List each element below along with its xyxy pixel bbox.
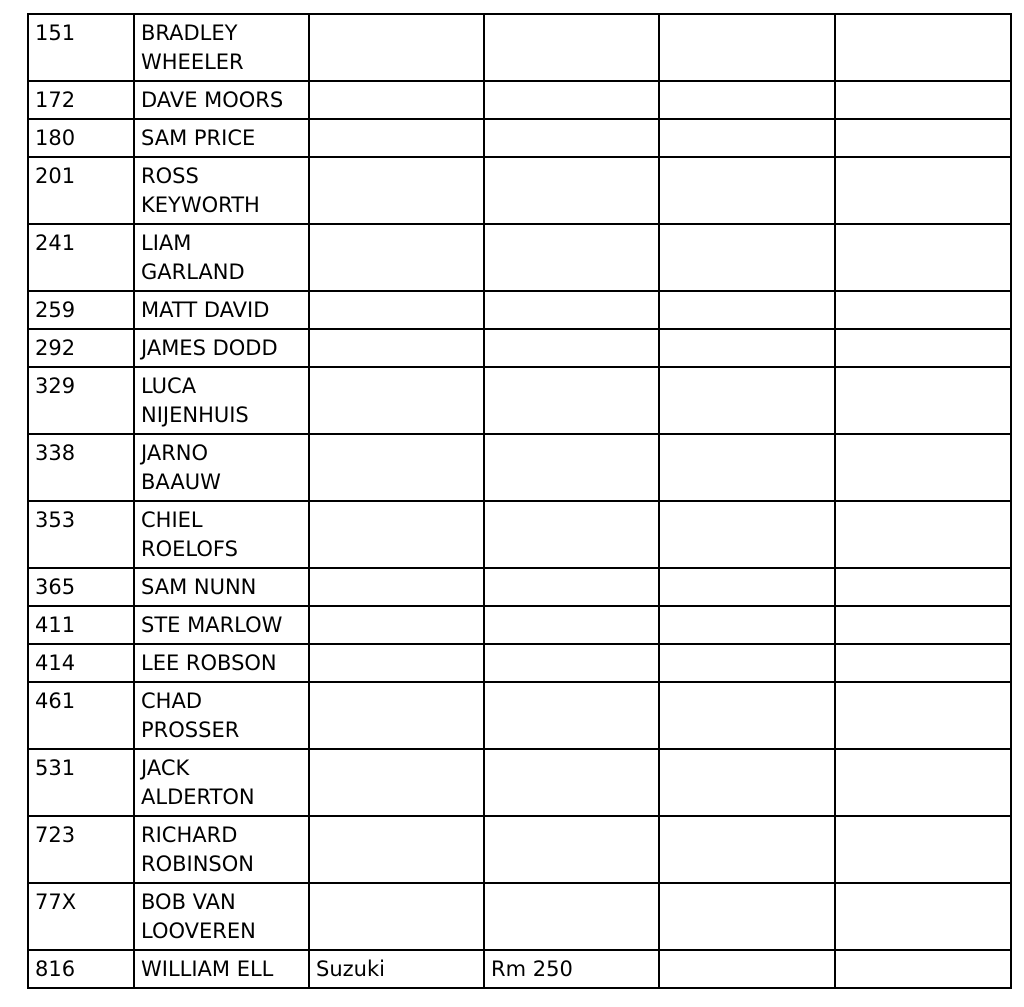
class-cell bbox=[484, 81, 659, 119]
blank-cell bbox=[659, 682, 835, 749]
rider-number-cell bbox=[28, 568, 134, 606]
machine-cell bbox=[309, 606, 484, 644]
class-cell bbox=[484, 606, 659, 644]
rider-name-cell-text: DAVE MOORS bbox=[141, 88, 284, 112]
rider-name-cell bbox=[134, 81, 309, 119]
rider-name-cell bbox=[134, 291, 309, 329]
class-cell bbox=[484, 950, 659, 988]
rider-name-cell bbox=[134, 883, 309, 950]
machine-cell bbox=[309, 119, 484, 157]
blank-cell bbox=[659, 606, 835, 644]
blank-cell bbox=[835, 367, 1011, 434]
rider-name-cell bbox=[134, 157, 309, 224]
rider-name-cell-text: SAM PRICE bbox=[141, 126, 256, 150]
rider-number-cell bbox=[28, 606, 134, 644]
machine-cell bbox=[309, 644, 484, 682]
blank-cell bbox=[659, 950, 835, 988]
table-row bbox=[28, 224, 1011, 291]
blank-cell bbox=[835, 749, 1011, 816]
class-cell bbox=[484, 568, 659, 606]
table-row bbox=[28, 568, 1011, 606]
table-row bbox=[28, 291, 1011, 329]
rider-number-cell bbox=[28, 434, 134, 501]
rider-name-cell-text: LIAM GARLAND bbox=[141, 231, 245, 284]
rider-number-cell-text: 365 bbox=[35, 575, 76, 599]
class-cell bbox=[484, 367, 659, 434]
blank-cell bbox=[835, 81, 1011, 119]
rider-name-cell-text: LEE ROBSON bbox=[141, 651, 277, 675]
blank-cell bbox=[659, 883, 835, 950]
rider-number-cell bbox=[28, 644, 134, 682]
rider-number-cell-text: 180 bbox=[35, 126, 76, 150]
machine-cell bbox=[309, 950, 484, 988]
rider-name-cell-text: RICHARD ROBINSON bbox=[141, 823, 254, 876]
rider-number-cell bbox=[28, 883, 134, 950]
rider-number-cell-text: 461 bbox=[35, 689, 76, 713]
blank-cell bbox=[659, 816, 835, 883]
blank-cell bbox=[659, 749, 835, 816]
rider-number-cell bbox=[28, 501, 134, 568]
rider-number-cell bbox=[28, 682, 134, 749]
rider-name-cell bbox=[134, 644, 309, 682]
blank-cell bbox=[835, 329, 1011, 367]
rider-number-cell-text: 151 bbox=[35, 21, 76, 45]
blank-cell bbox=[659, 81, 835, 119]
table-row bbox=[28, 367, 1011, 434]
table-row bbox=[28, 606, 1011, 644]
blank-cell bbox=[835, 883, 1011, 950]
machine-cell bbox=[309, 367, 484, 434]
rider-number-cell bbox=[28, 329, 134, 367]
blank-cell bbox=[835, 950, 1011, 988]
blank-cell bbox=[835, 434, 1011, 501]
rider-number-cell-text: 723 bbox=[35, 823, 76, 847]
machine-cell bbox=[309, 816, 484, 883]
rider-name-cell bbox=[134, 501, 309, 568]
rider-number-cell bbox=[28, 749, 134, 816]
rider-name-cell-text: STE MARLOW bbox=[141, 613, 283, 637]
rider-name-cell-text: ROSS KEYWORTH bbox=[141, 164, 260, 217]
blank-cell bbox=[659, 434, 835, 501]
class-cell bbox=[484, 224, 659, 291]
blank-cell bbox=[835, 224, 1011, 291]
rider-name-cell bbox=[134, 434, 309, 501]
blank-cell bbox=[835, 816, 1011, 883]
rider-name-cell bbox=[134, 329, 309, 367]
rider-name-cell bbox=[134, 14, 309, 81]
rider-name-cell-text: BRADLEY WHEELER bbox=[141, 21, 244, 74]
blank-cell bbox=[835, 501, 1011, 568]
table-row bbox=[28, 434, 1011, 501]
table-row bbox=[28, 682, 1011, 749]
table-row bbox=[28, 816, 1011, 883]
machine-cell bbox=[309, 329, 484, 367]
blank-cell bbox=[835, 119, 1011, 157]
table-row bbox=[28, 501, 1011, 568]
class-cell-text: Rm 250 bbox=[491, 957, 573, 981]
blank-cell bbox=[659, 157, 835, 224]
rider-name-cell-text: JACK ALDERTON bbox=[141, 756, 255, 809]
machine-cell bbox=[309, 14, 484, 81]
machine-cell bbox=[309, 568, 484, 606]
rider-name-cell-text: JAMES DODD bbox=[141, 336, 278, 360]
rider-name-cell bbox=[134, 816, 309, 883]
blank-cell bbox=[835, 157, 1011, 224]
rider-name-cell bbox=[134, 367, 309, 434]
class-cell bbox=[484, 883, 659, 950]
rider-number-cell bbox=[28, 224, 134, 291]
class-cell bbox=[484, 501, 659, 568]
rider-number-cell-text: 531 bbox=[35, 756, 76, 780]
machine-cell bbox=[309, 291, 484, 329]
table-row bbox=[28, 329, 1011, 367]
blank-cell bbox=[835, 568, 1011, 606]
blank-cell bbox=[659, 367, 835, 434]
machine-cell bbox=[309, 434, 484, 501]
rider-name-cell-text: CHAD PROSSER bbox=[141, 689, 240, 742]
rider-number-cell bbox=[28, 816, 134, 883]
rider-name-cell-text: CHIEL ROELOFS bbox=[141, 508, 238, 561]
blank-cell bbox=[659, 501, 835, 568]
rider-number-cell bbox=[28, 119, 134, 157]
blank-cell bbox=[835, 291, 1011, 329]
rider-name-cell-text: MATT DAVID bbox=[141, 298, 270, 322]
rider-number-cell-text: 292 bbox=[35, 336, 76, 360]
class-cell bbox=[484, 329, 659, 367]
class-cell bbox=[484, 119, 659, 157]
rider-number-cell-text: 411 bbox=[35, 613, 76, 637]
entry-list-table bbox=[27, 13, 1012, 989]
rider-number-cell-text: 241 bbox=[35, 231, 76, 255]
rider-name-cell bbox=[134, 568, 309, 606]
rider-name-cell-text: SAM NUNN bbox=[141, 575, 257, 599]
rider-number-cell-text: 77X bbox=[35, 890, 77, 914]
class-cell bbox=[484, 434, 659, 501]
rider-number-cell bbox=[28, 14, 134, 81]
machine-cell bbox=[309, 883, 484, 950]
table-row bbox=[28, 749, 1011, 816]
blank-cell bbox=[659, 568, 835, 606]
rider-number-cell-text: 201 bbox=[35, 164, 76, 188]
rider-number-cell-text: 338 bbox=[35, 441, 76, 465]
machine-cell-text: Suzuki bbox=[316, 957, 385, 981]
rider-number-cell-text: 816 bbox=[35, 957, 76, 981]
table-row bbox=[28, 119, 1011, 157]
table-row bbox=[28, 157, 1011, 224]
rider-name-cell-text: LUCA NIJENHUIS bbox=[141, 374, 249, 427]
class-cell bbox=[484, 749, 659, 816]
blank-cell bbox=[659, 14, 835, 81]
class-cell bbox=[484, 291, 659, 329]
blank-cell bbox=[659, 291, 835, 329]
rider-number-cell-text: 353 bbox=[35, 508, 76, 532]
rider-number-cell bbox=[28, 367, 134, 434]
machine-cell bbox=[309, 682, 484, 749]
rider-number-cell bbox=[28, 81, 134, 119]
rider-name-cell bbox=[134, 224, 309, 291]
blank-cell bbox=[659, 224, 835, 291]
class-cell bbox=[484, 816, 659, 883]
table-row bbox=[28, 950, 1011, 988]
machine-cell bbox=[309, 224, 484, 291]
rider-number-cell-text: 414 bbox=[35, 651, 76, 675]
rider-number-cell-text: 329 bbox=[35, 374, 76, 398]
class-cell bbox=[484, 682, 659, 749]
rider-number-cell bbox=[28, 950, 134, 988]
machine-cell bbox=[309, 749, 484, 816]
class-cell bbox=[484, 14, 659, 81]
blank-cell bbox=[659, 329, 835, 367]
rider-name-cell bbox=[134, 119, 309, 157]
class-cell bbox=[484, 157, 659, 224]
blank-cell bbox=[659, 119, 835, 157]
machine-cell bbox=[309, 501, 484, 568]
table-row bbox=[28, 644, 1011, 682]
table-row bbox=[28, 883, 1011, 950]
blank-cell bbox=[835, 644, 1011, 682]
table-row bbox=[28, 14, 1011, 81]
rider-number-cell bbox=[28, 157, 134, 224]
rider-name-cell bbox=[134, 749, 309, 816]
blank-cell bbox=[835, 606, 1011, 644]
rider-name-cell-text: BOB VAN LOOVEREN bbox=[141, 890, 256, 943]
table-row bbox=[28, 81, 1011, 119]
machine-cell bbox=[309, 81, 484, 119]
rider-name-cell bbox=[134, 606, 309, 644]
rider-number-cell-text: 259 bbox=[35, 298, 76, 322]
rider-name-cell bbox=[134, 682, 309, 749]
blank-cell bbox=[835, 682, 1011, 749]
machine-cell bbox=[309, 157, 484, 224]
rider-name-cell-text: WILLIAM ELL bbox=[141, 957, 274, 981]
rider-number-cell bbox=[28, 291, 134, 329]
rider-name-cell-text: JARNO BAAUW bbox=[141, 441, 221, 494]
entry-list-body bbox=[28, 14, 1011, 988]
rider-number-cell-text: 172 bbox=[35, 88, 76, 112]
blank-cell bbox=[659, 644, 835, 682]
blank-cell bbox=[835, 14, 1011, 81]
class-cell bbox=[484, 644, 659, 682]
rider-name-cell bbox=[134, 950, 309, 988]
